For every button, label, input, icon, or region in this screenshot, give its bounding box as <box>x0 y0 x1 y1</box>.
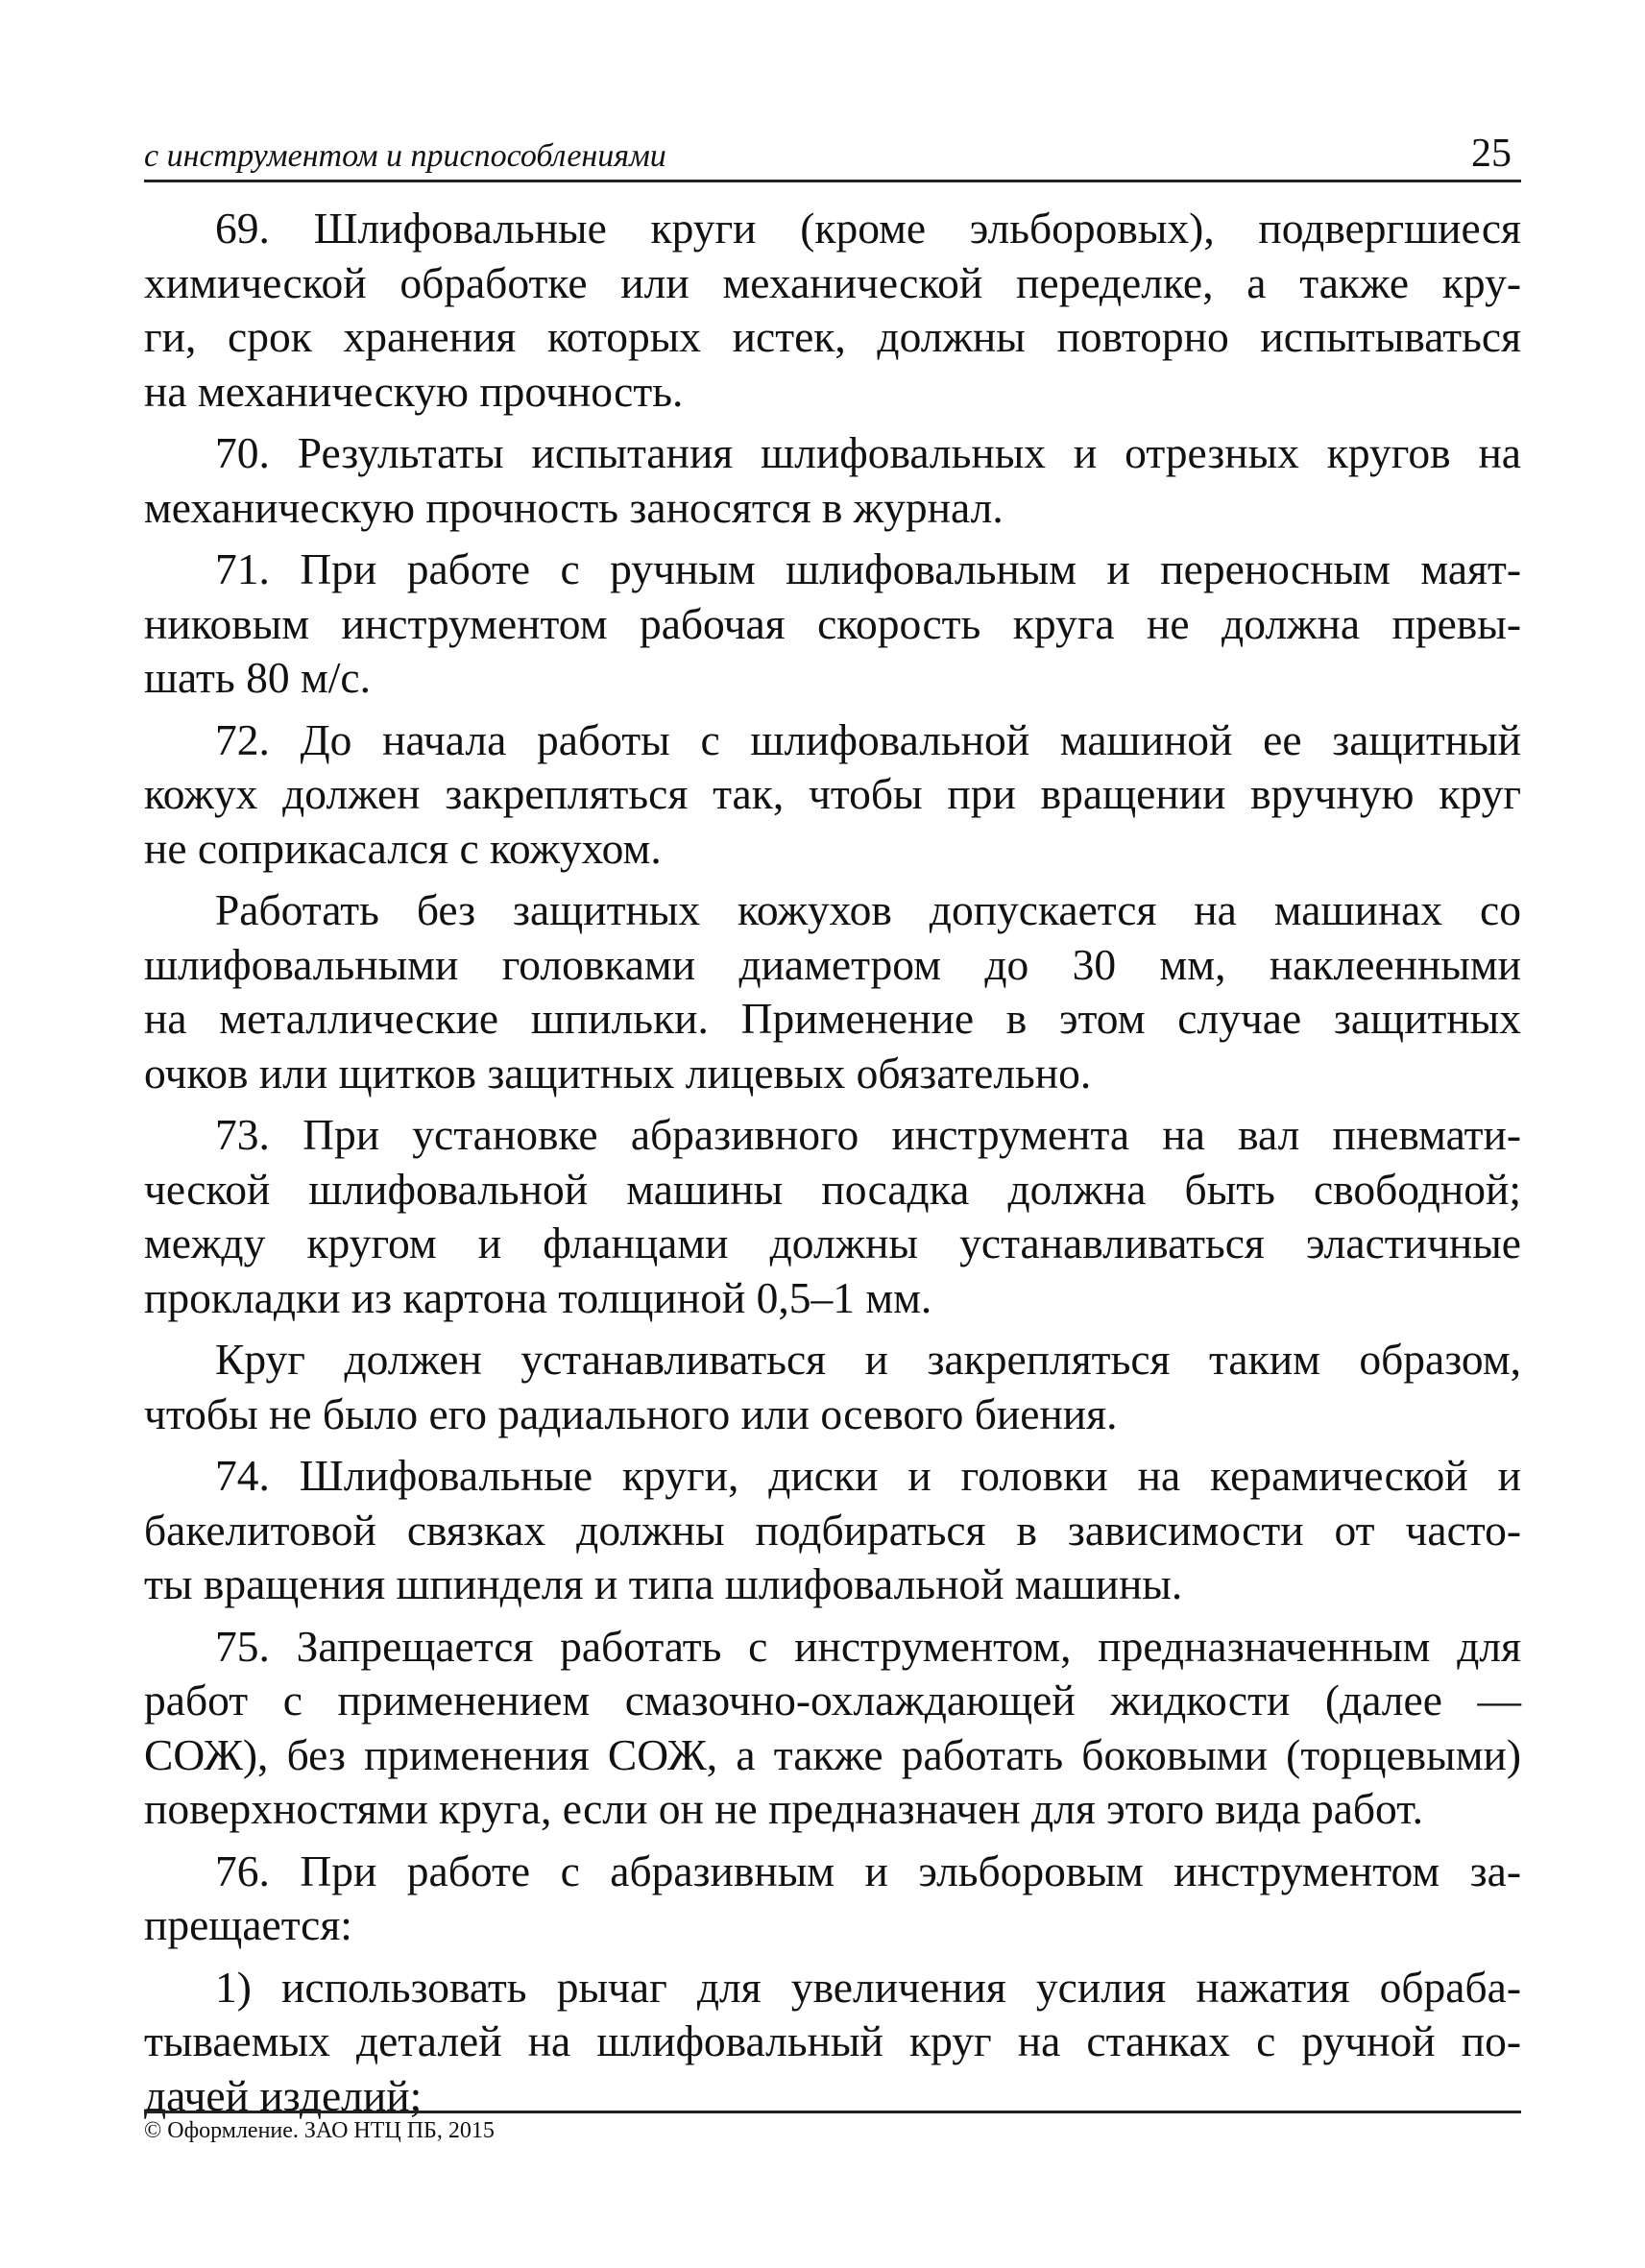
paragraph <box>144 713 1521 877</box>
text-line: 76. При работе с абразивным и эльборовым инструментом за- <box>215 1846 1521 1895</box>
text-line: ческой шлифовальной машины посадка должна быть свободной; <box>144 1164 1521 1214</box>
paragraph <box>144 202 1521 419</box>
paragraph <box>144 1961 1521 2124</box>
footer-copyright: © Оформление. ЗАО НТЦ ПБ, 2015 <box>144 2118 495 2143</box>
paragraph <box>144 543 1521 706</box>
document-body <box>144 202 1521 2123</box>
page-header <box>144 133 1519 179</box>
text-line: поверхностями круга, если он не предназначен для этого вида работ. <box>144 1784 1424 1833</box>
text-line: бакелитовой связках должны подбираться в зависимости от часто- <box>144 1505 1521 1555</box>
text-line: ги, срок хранения которых истек, должны повторно испытываться <box>144 312 1521 361</box>
paragraph <box>144 1449 1521 1612</box>
paragraph <box>144 1845 1521 1953</box>
text-line: между кругом и фланцами должны устанавливаться эластичные <box>144 1218 1521 1267</box>
text-line: прокладки из картона толщиной 0,5–1 мм. <box>144 1272 932 1322</box>
paragraph <box>144 1108 1521 1325</box>
footer-rule <box>144 2111 1521 2113</box>
text-line: Работать без защитных кожухов допускается на машинах со <box>215 885 1521 934</box>
text-line: 73. При установке абразивного инструмента на вал пневмати- <box>215 1110 1521 1159</box>
text-line: 71. При работе с ручным шлифовальным и переносным маят- <box>215 544 1521 593</box>
text-line: дачей изделий; <box>144 2070 423 2120</box>
text-line: на механическую прочность. <box>144 366 684 416</box>
text-line: 1) использовать рычаг для увеличения усилия нажатия обраба- <box>215 1962 1521 2012</box>
text-line: никовым инструментом рабочая скорость круга не должна превы- <box>144 598 1521 648</box>
paragraph <box>144 883 1521 1100</box>
text-line: 75. Запрещается работать с инструментом, предназначенным для <box>215 1621 1521 1671</box>
header-rule <box>144 180 1521 182</box>
running-header-title: с инструментом и приспособлениями <box>144 138 666 174</box>
paragraph <box>144 1333 1521 1441</box>
text-line: механическую прочность заносятся в журнал. <box>144 482 1004 532</box>
text-line: 74. Шлифовальные круги, диски и головки на керамической и <box>215 1451 1521 1500</box>
text-line: чтобы не было его радиального или осевого биения. <box>144 1388 1118 1438</box>
page-number: 25 <box>1471 132 1512 176</box>
text-line: на металлические шпильки. Применение в этом случае защитных <box>144 994 1521 1043</box>
text-line: Круг должен устанавливаться и закрепляться таким образом, <box>215 1335 1521 1384</box>
text-line: 69. Шлифовальные круги (кроме эльборовых), подвергшиеся <box>215 204 1521 253</box>
text-line: шать 80 м/с. <box>144 653 371 702</box>
paragraph <box>144 1620 1521 1837</box>
text-line: кожух должен закрепляться так, чтобы при вращении вручную круг <box>144 769 1521 818</box>
text-line: очков или щитков защитных лицевых обязательно. <box>144 1048 1092 1098</box>
text-line: прещается: <box>144 1900 352 1949</box>
text-line: ты вращения шпинделя и типа шлифовальной машины. <box>144 1559 1183 1608</box>
paragraph <box>144 426 1521 535</box>
text-line: шлифовальными головками диаметром до 30 мм, наклеенными <box>144 939 1521 989</box>
text-line: тываемых деталей на шлифовальный круг на станках с ручной по- <box>144 2016 1521 2065</box>
text-line: не соприкасался с кожухом. <box>144 823 662 873</box>
text-line: работ с применением смазочно-охлаждающей жидкости (далее — <box>144 1676 1521 1725</box>
text-line: 72. До начала работы с шлифовальной машиной ее защитный <box>215 714 1521 764</box>
text-line: химической обработке или механической переделке, а также кру- <box>144 257 1521 307</box>
text-line: СОЖ), без применения СОЖ, а также работать боковыми (торцевыми) <box>144 1729 1521 1779</box>
text-line: 70. Результаты испытания шлифовальных и отрезных кругов на <box>215 428 1521 477</box>
